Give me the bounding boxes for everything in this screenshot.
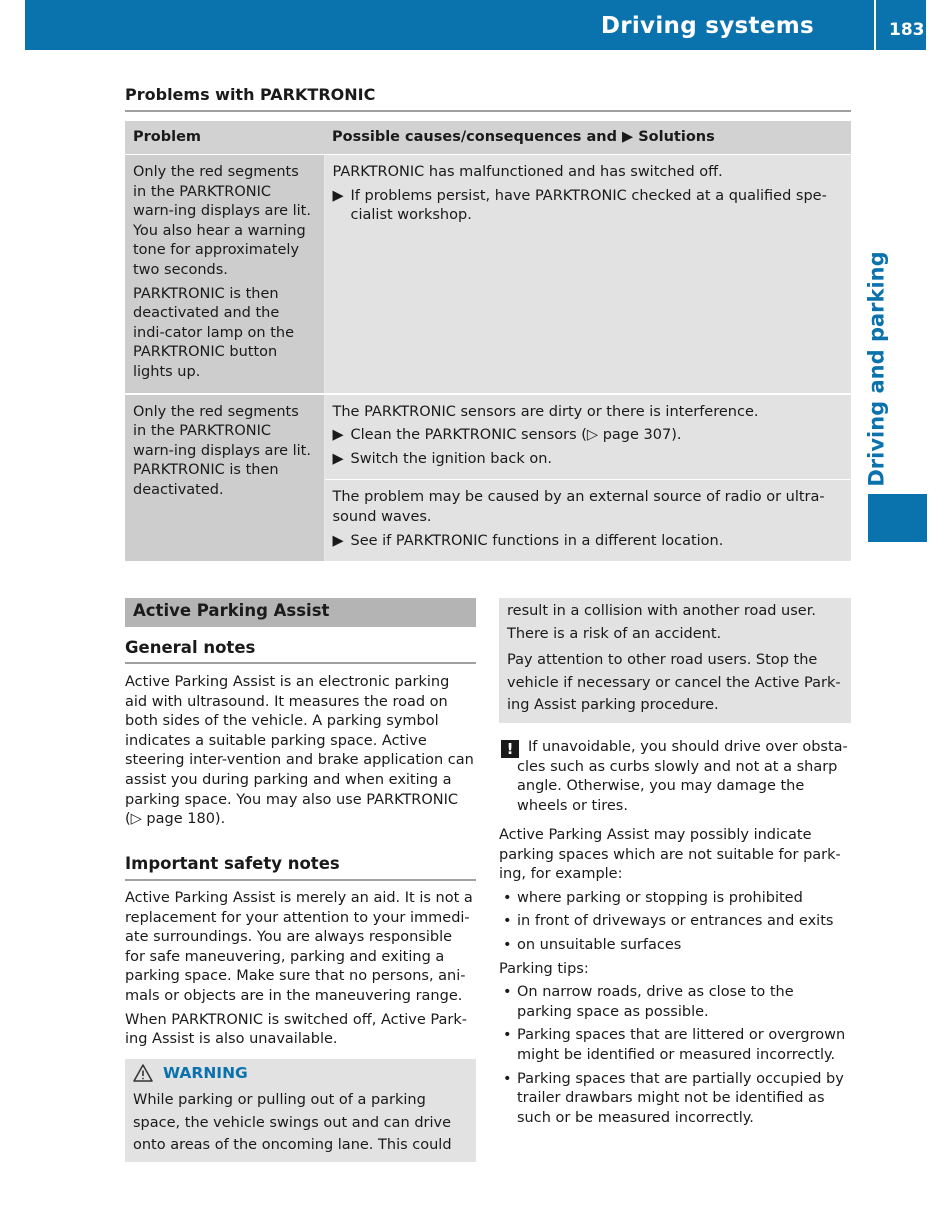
side-tab	[862, 251, 892, 487]
triangle-icon: ▶	[332, 427, 344, 444]
warning-text: While parking or pulling out of a parking space, the vehicle swings out and can drive onto areas of the oncoming lane. This could	[133, 1092, 452, 1153]
banner-title: Active Parking Assist	[133, 601, 330, 620]
page-number: 183	[889, 20, 925, 40]
general-notes-heading: General notes	[125, 638, 256, 657]
list-item: • where parking or stopping is prohibited	[499, 889, 851, 909]
problem-cell: Only the red segments in the PARKTRONIC warn-ing displays are lit. You also hear a warning tone for approximately two seconds. PARKTRONIC is then deactivated and the indi-cator lamp on the PARKTRONIC button lights up.	[125, 155, 324, 394]
header-bar	[25, 0, 926, 50]
triangle-icon: ▶	[622, 128, 634, 145]
section-rule	[125, 879, 476, 881]
triangle-icon: ▶	[332, 187, 344, 204]
bullet-icon: •	[503, 936, 512, 953]
parking-indicate-section: Active Parking Assist may possibly indicate parking spaces which are not suitable for park-ing, for example: • where parking or stopping is prohibited • in front of driveways or entrances and exits • on unsuitable surfaces Parking tips: • On narrow roads, drive as close to the parking space as possible. • Parking spaces that are littered or overgrown might be identified or measured incorrectly. • Parking spaces that are partially occupied by trailer drawbars might not be identified as such or be measured incorrectly.	[499, 826, 851, 1132]
header-divider	[874, 0, 876, 50]
problem-column-header: Problem	[125, 121, 324, 155]
table-header-row	[125, 121, 851, 155]
warning-box-continued: result in a collision with another road user. There is a risk of an accident. Pay attention to other road users. Stop the vehicle if necessary or cancel the Active Park-ing Assist parking procedure.	[499, 598, 851, 723]
side-tab-marker	[868, 494, 927, 542]
section-rule	[125, 662, 476, 664]
bullet-icon: •	[503, 913, 512, 930]
bullet-icon: •	[503, 889, 512, 906]
bullet-icon: •	[503, 1027, 512, 1044]
safety-notes-heading: Important safety notes	[125, 854, 340, 873]
solution-cell: The problem may be caused by an external source of radio or ultra-sound waves. ▶ See if PARKTRONIC functions in a different location.	[324, 480, 851, 561]
warning-heading: WARNING	[133, 1062, 248, 1085]
list-item: • Parking spaces that are partially occupied by trailer drawbars might not be identified as such or be measured incorrectly.	[503, 1070, 844, 1126]
list-item: • On narrow roads, drive as close to the parking space as possible.	[503, 984, 794, 1020]
solution-cell: PARKTRONIC has malfunctioned and has switched off. ▶ If problems persist, have PARKTRONIC checked at a qualified spe-cialist workshop.	[324, 155, 851, 394]
table-row	[125, 155, 851, 394]
triangle-icon: ▶	[332, 450, 344, 467]
section-banner	[125, 598, 476, 627]
problems-table	[125, 121, 851, 561]
solutions-column-header: Possible causes/consequences and ▶ Solutions	[324, 121, 851, 155]
list-item: • Parking spaces that are littered or overgrown might be identified or measured incorrectly.	[503, 1027, 846, 1063]
warning-box	[125, 1059, 476, 1162]
solution-cell: The PARKTRONIC sensors are dirty or there is interference. ▶ Clean the PARKTRONIC sensors (▷ page 307). ▶ Switch the ignition back on.	[324, 394, 851, 480]
bullet-icon: •	[503, 984, 512, 1001]
section-rule	[125, 110, 851, 112]
triangle-icon: ▶	[332, 532, 344, 549]
table-row	[125, 394, 851, 480]
bullet-icon: •	[503, 1070, 512, 1087]
exclamation-icon: !	[501, 740, 519, 758]
list-item: • in front of driveways or entrances and exits	[499, 912, 851, 932]
warning-triangle-icon	[133, 1064, 153, 1082]
side-tab-label: Driving and parking	[865, 251, 889, 487]
list-item: • on unsuitable surfaces	[499, 936, 851, 956]
safety-notes-text: Active Parking Assist is merely an aid. It is not a replacement for your attention to your immedi-ate surroundings. You are always responsible for safe maneuvering, parking and exiting a parking space. Make sure that no persons, ani-mals or objects are in the maneuvering range. When PARKTRONIC is switched off, Active Park-ing Assist is also unavailable.	[125, 890, 473, 1048]
general-notes-text: Active Parking Assist is an electronic parking aid with ultrasound. It measures the road on both sides of the vehicle. A parking symbol indicates a suitable parking space. Active steering inter-vention and brake application can assist you during parking and when exiting a parking space. You may also use PARKTRONIC (▷ page 180).	[125, 674, 474, 828]
problems-title: Problems with PARKTRONIC	[125, 85, 376, 104]
problem-cell: Only the red segments in the PARKTRONIC warn-ing displays are lit. PARKTRONIC is then deactivated.	[125, 394, 324, 562]
notice: ! If unavoidable, you should drive over obsta-cles such as curbs slowly and not at a sharp angle. Otherwise, you may damage the wheels or tires.	[499, 738, 851, 816]
chapter-title: Driving systems	[600, 13, 814, 39]
